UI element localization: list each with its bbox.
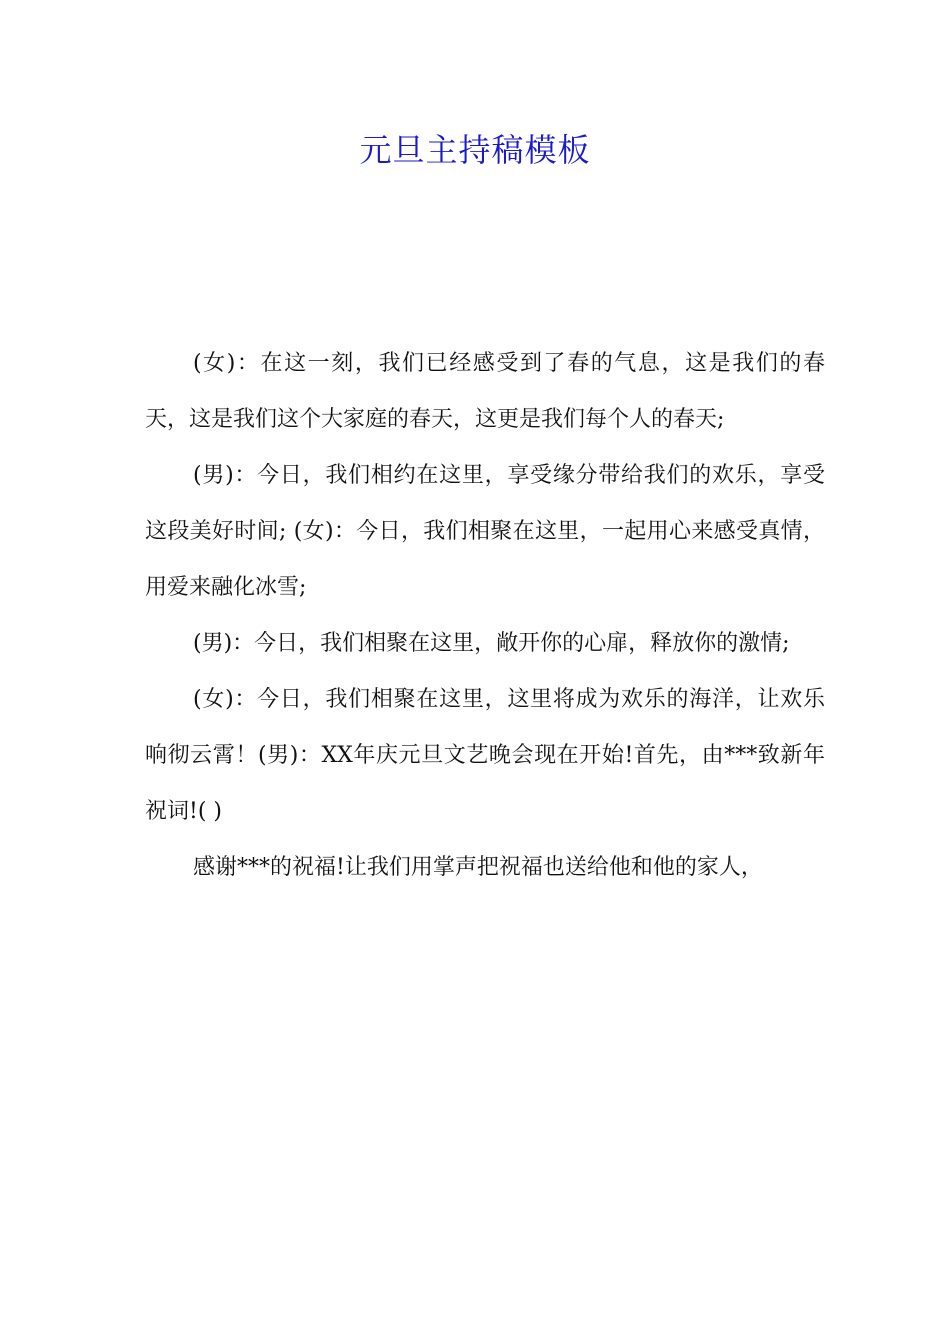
paragraph-2: (男)：今日，我们相约在这里，享受缘分带给我们的欢乐，享受这段美好时间; (女)：今日，我们相聚在这里，一起用心来感受真情，用爱来融化冰雪; <box>145 463 825 600</box>
paragraph-5: 感谢***的祝福!让我们用掌声把祝福也送给他和他的家人， <box>193 855 763 880</box>
document-body <box>145 336 825 896</box>
document-title: 元旦主持稿模板 <box>359 131 591 169</box>
paragraph-4: (女)：今日，我们相聚在这里，这里将成为欢乐的海洋，让欢乐响彻云霄！(男)：XX年庆元旦文艺晚会现在开始!首先，由***致新年祝词!( ) <box>145 687 825 824</box>
paragraph-1: (女)：在这一刻，我们已经感受到了春的气息，这是我们的春天，这是我们这个大家庭的春天，这更是我们每个人的春天; <box>145 351 825 432</box>
paragraph-3: (男)：今日，我们相聚在这里，敞开你的心扉，释放你的激情; <box>193 631 790 656</box>
